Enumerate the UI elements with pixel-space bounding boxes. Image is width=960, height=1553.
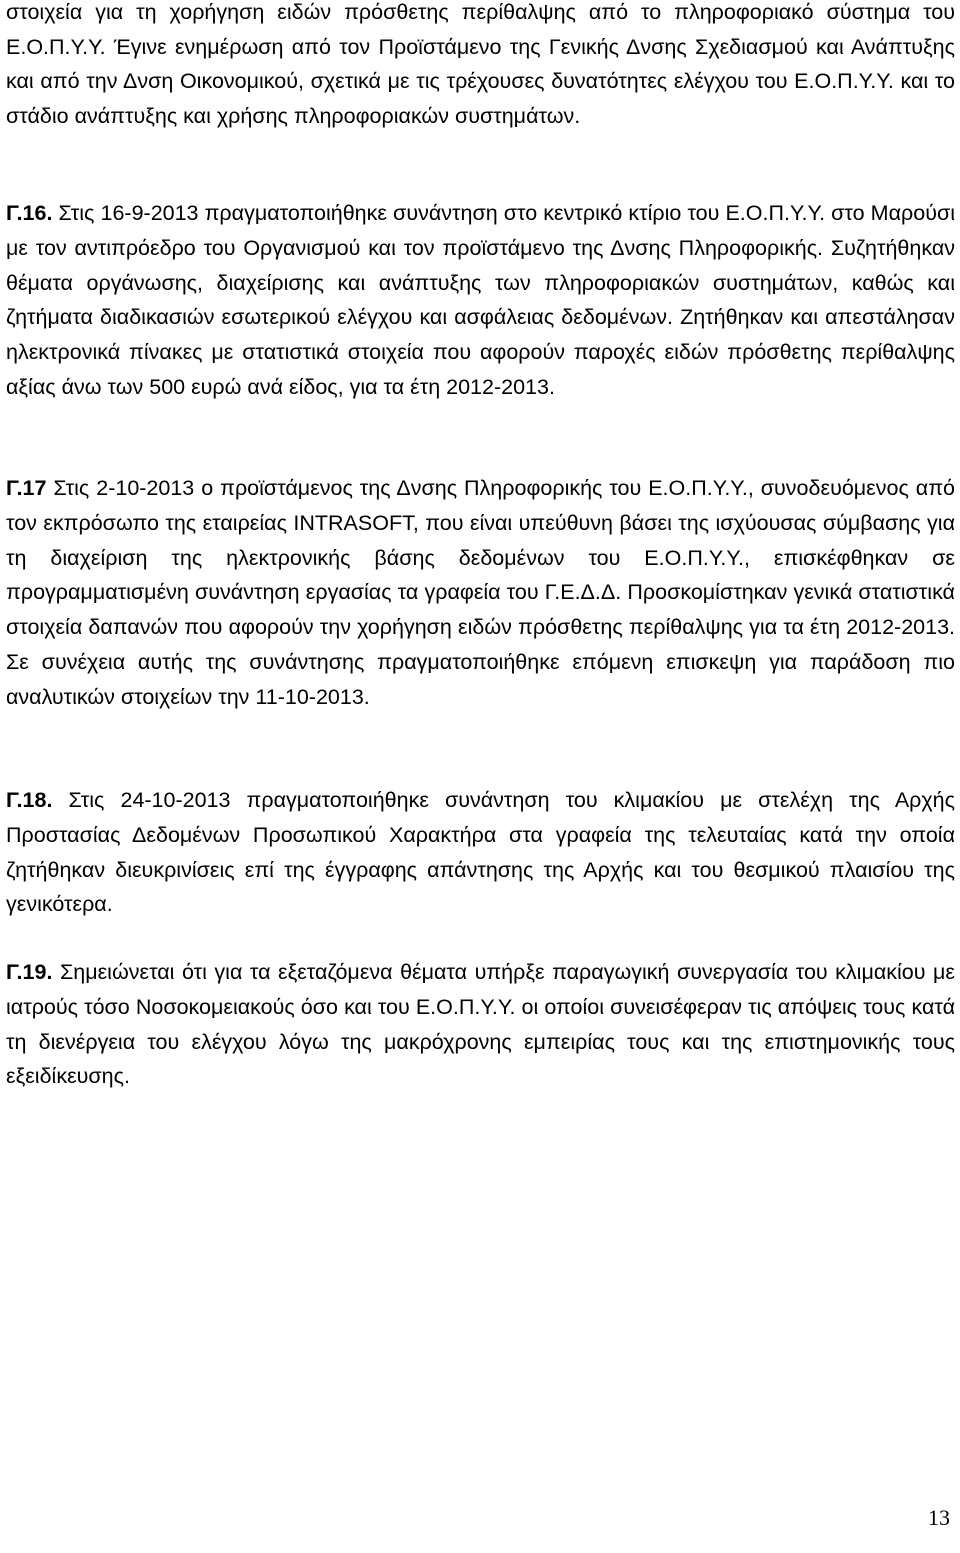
paragraph-g19 [6, 955, 955, 1094]
paragraph-g17 [6, 471, 955, 715]
paragraph-text: Στις 16-9-2013 πραγματοποιήθηκε συνάντηση στο κεντρικό κτίριο του Ε.Ο.Π.Υ.Υ. στο Μαρούσι με τον αντιπρόεδρο του Οργανισμού και τον προϊστάμενο της Δνσης Πληροφορικής. Συζητήθηκαν θέματα οργάνωσης, διαχείρισης και ανάπτυξης των πληροφοριακών συστημάτων, καθώς και ζητήματα διαδικασιών εσωτερικού ελέγχου και ασφάλειας δεδομένων. Ζητήθηκαν και απεστάλησαν ηλεκτρονικά πίνακες με στατιστικά στοιχεία που αφορούν παροχές ειδών πρόσθετης περίθαλψης αξίας άνω των 500 ευρώ ανά είδος, για τα έτη 2012-2013. [6, 201, 955, 399]
paragraph-label: Γ.17 [6, 476, 47, 500]
paragraph-text: Σημειώνεται ότι για τα εξεταζόμενα θέματα υπήρξε παραγωγική συνεργασία του κλιμακίου με ιατρούς τόσο Νοσοκομειακούς όσο και του Ε.Ο.Π.Υ.Υ. οι οποίοι συνεισέφεραν τις απόψεις τους κατά τη διενέργεια του ελέγχου λόγω της μακρόχρονης εμπειρίας τους και της επιστημονικής τους εξειδίκευσης. [6, 960, 955, 1089]
intro-paragraph: στοιχεία για τη χορήγηση ειδών πρόσθετης περίθαλψης από το πληροφοριακό σύστημα του Ε.Ο.Π.Υ.Υ. Έγινε ενημέρωση από τον Προϊστάμενο της Γενικής Δνσης Σχεδιασμού και Ανάπτυξης και από την Δνση Οικονομικού, σχετικά με τις τρέχουσες δυνατότητες ελέγχου του Ε.Ο.Π.Υ.Υ. και το στάδιο ανάπτυξης και χρήσης πληροφοριακών συστημάτων. [6, 0, 955, 128]
paragraph-label: Γ.19. [6, 960, 53, 984]
page-number: 13 [928, 1505, 950, 1530]
paragraph-text: Στις 24-10-2013 πραγματοποιήθηκε συνάντηση του κλιμακίου με στελέχη της Αρχής Προστασίας Δεδομένων Προσωπικού Χαρακτήρα στα γραφεία της τελευταίας κατά την οποία ζητήθηκαν διευκρινίσεις επί της έγγραφης απάντησης της Αρχής και του θεσμικού πλαισίου της γενικότερα. [6, 788, 955, 917]
paragraph-text: Στις 2-10-2013 ο προϊστάμενος της Δνσης Πληροφορικής του Ε.Ο.Π.Υ.Υ., συνοδευόμενος από τον εκπρόσωπο της εταιρείας INTRASOFT, που είναι υπεύθυνη βάσει της ισχύουσας σύμβασης για τη διαχείριση της ηλεκτρονικής βάσης δεδομένων του Ε.Ο.Π.Υ.Υ., επισκέφθηκαν σε προγραμματισμένη συνάντηση εργασίας τα γραφεία του Γ.Ε.Δ.Δ. Προσκομίστηκαν γενικά στατιστικά στοιχεία δαπανών που αφορούν την χορήγηση ειδών πρόσθετης περίθαλψης για τα έτη 2012-2013. Σε συνέχεια αυτής της συνάντησης πραγματοποιήθηκε επόμενη επισκεψη για παράδοση πιο αναλυτικών στοιχείων την 11-10-2013. [6, 476, 955, 709]
paragraph-label: Γ.16. [6, 201, 53, 225]
paragraph-label: Γ.18. [6, 788, 53, 812]
paragraph-g18 [6, 783, 955, 922]
paragraph-g16 [6, 196, 955, 405]
